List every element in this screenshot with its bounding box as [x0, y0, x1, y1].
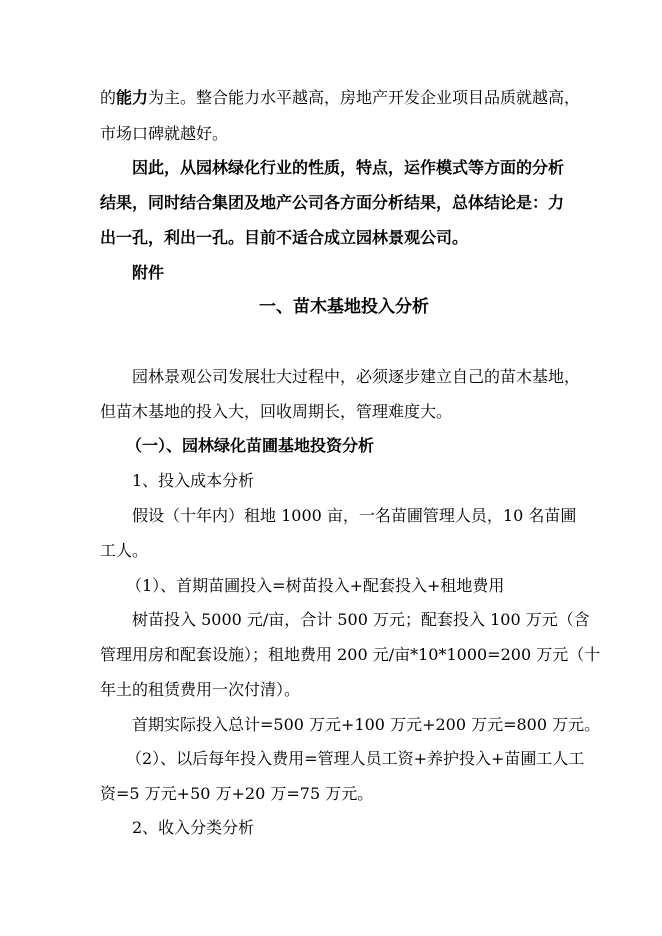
item-title: 1、投入成本分析: [132, 471, 255, 490]
total-line: 首期实际投入总计=500 万元+100 万元+200 万元=800 万元。: [132, 715, 601, 734]
detail-line: 年土的租赁费用一次付清）。: [100, 680, 301, 699]
detail-line: 树苗投入 5000 元/亩，合计 500 万元；配套投入 100 万元（含: [132, 610, 590, 629]
assumption-line: 假设（十年内）租地 1000 亩，一名苗圃管理人员，10 名苗圃: [132, 506, 577, 525]
paragraph-line: 市场口碑就越好。: [100, 124, 229, 143]
conclusion-line: 出一孔，利出一孔。目前不适合成立园林景观公司。: [100, 228, 469, 247]
intro-line: 园林景观公司发展壮大过程中，必须逐步建立自己的苗木基地，: [132, 367, 581, 386]
conclusion-line: 因此，从园林绿化行业的性质，特点，运作模式等方面的分析: [132, 158, 565, 177]
conclusion-line: 结果，同时结合集团及地产公司各方面分析结果，总体结论是：力: [100, 193, 565, 212]
text-run: 的: [100, 88, 117, 107]
formula-line: （1）、首期苗圃投入=树苗投入+配套投入+租地费用: [126, 576, 505, 595]
item-title: 2、收入分类分析: [132, 818, 255, 837]
detail-line: 管理用房和配套设施）；租地费用 200 元/亩*10*1000=200 万元（十: [100, 645, 601, 664]
annual-line: （2）、以后每年投入费用=管理人员工资+养护投入+苗圃工人工: [126, 749, 585, 768]
assumption-line: 工人。: [100, 541, 149, 560]
paragraph-line: [100, 86, 580, 110]
appendix-label: 附件: [132, 263, 165, 282]
text-run: 为主。整合能力水平越高，房地产开发企业项目品质就越高，: [148, 88, 581, 107]
section-title: 一、苗木基地投入分析: [259, 297, 429, 317]
subsection-title: （一）、园林绿化苗圃基地投资分析: [126, 436, 375, 455]
intro-line: 但苗木基地的投入大，回收周期长，管理难度大。: [100, 402, 453, 421]
annual-line: 资=5 万元+50 万+20 万=75 万元。: [100, 784, 374, 803]
bold-text-run: 能力: [116, 88, 149, 107]
